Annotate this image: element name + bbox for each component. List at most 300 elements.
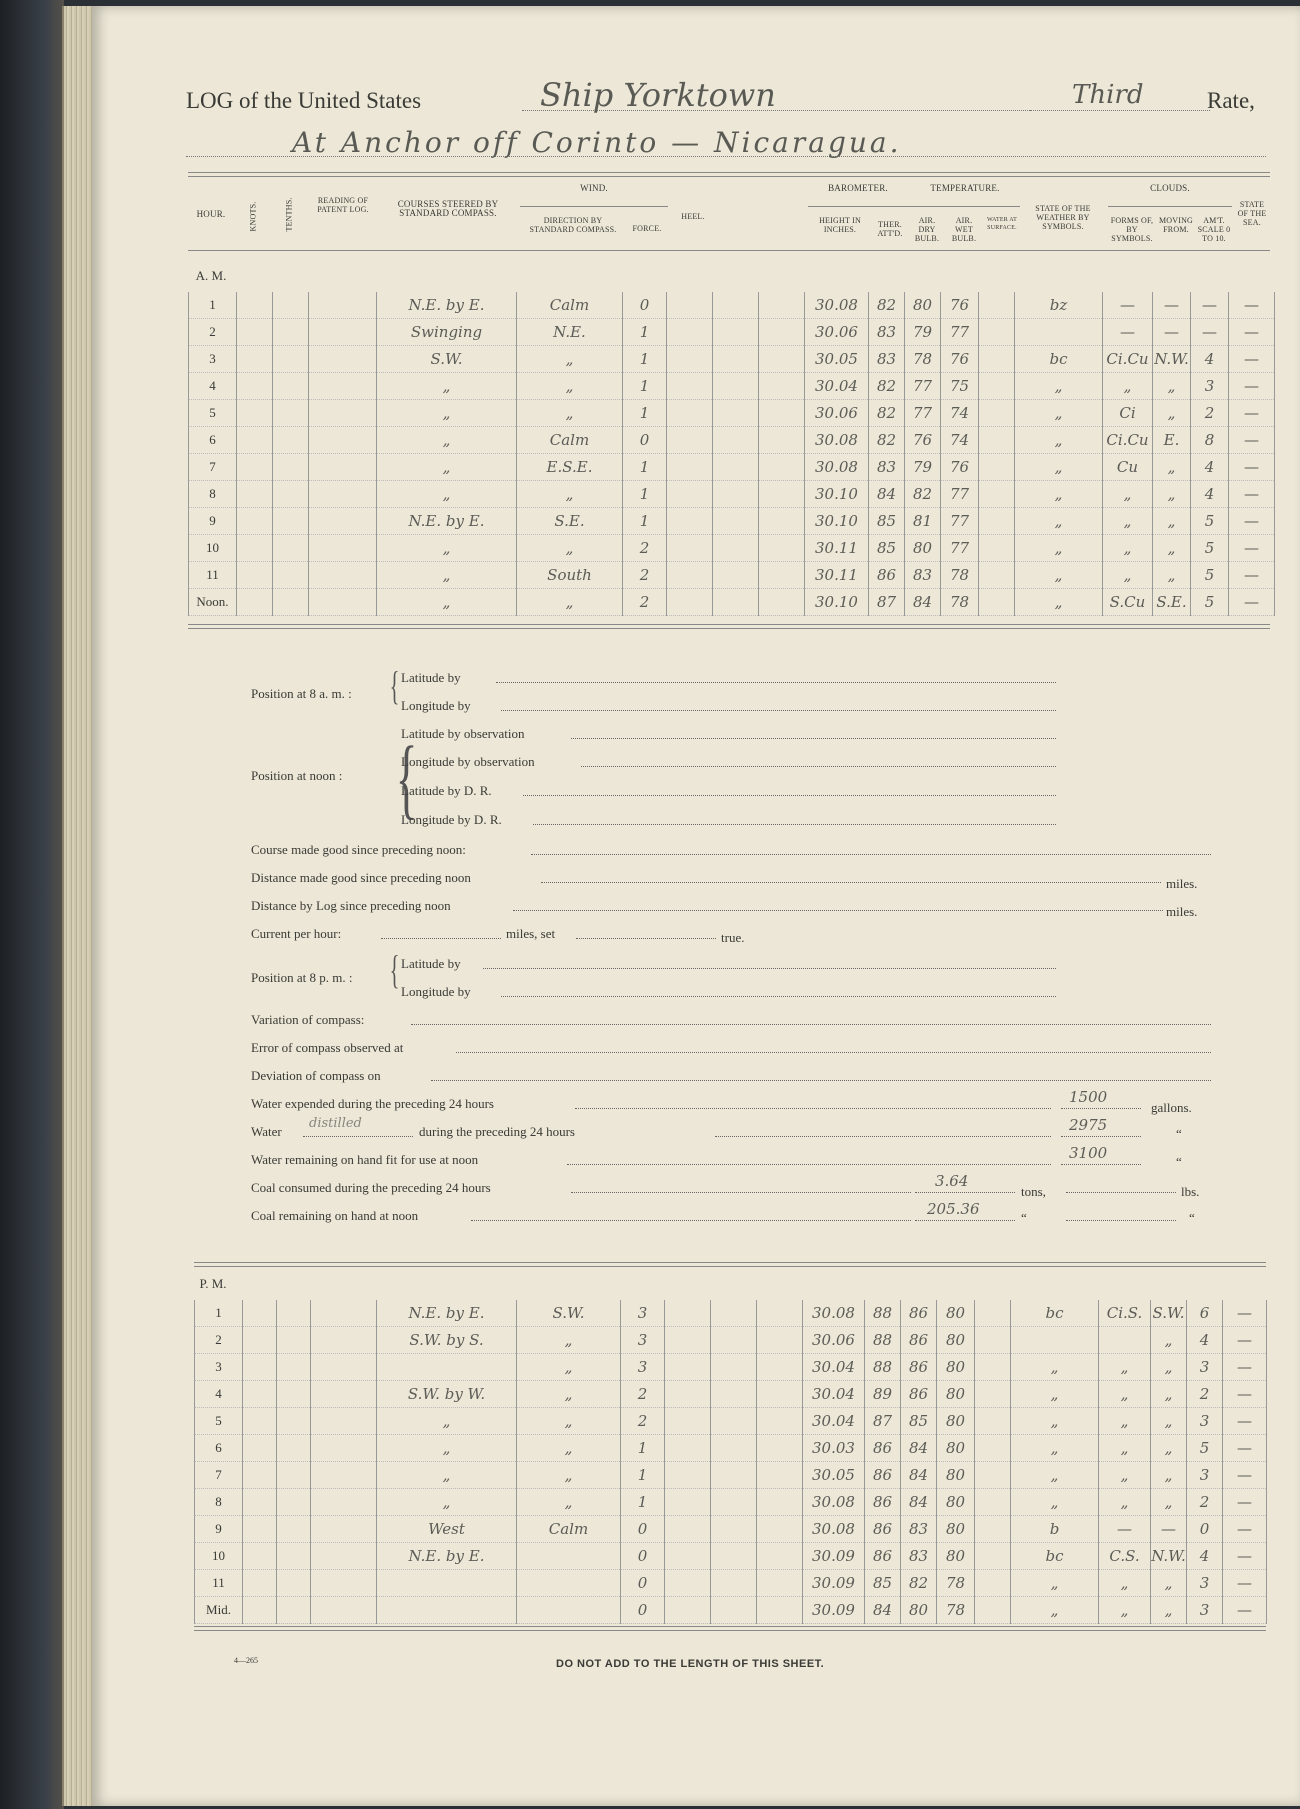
pm-blank-cell [243,1597,277,1624]
am-amt-cell: — [1191,319,1229,346]
pm-dir-cell [517,1570,621,1597]
tenths-header: TENTHS. [284,197,294,232]
am-log-table [188,292,1275,616]
am-row [189,535,1275,562]
am-course-cell: „ [377,562,517,589]
am-dir-cell: „ [517,481,623,508]
deviation-label: Deviation of compass on [251,1068,381,1083]
brace-8pm: { [389,947,400,992]
am-blank-cell [759,589,805,616]
pm-weather-cell: „ [1011,1570,1099,1597]
patent-log-header: READING OF PATENT LOG. [317,196,369,214]
pm-moving-cell: „ [1151,1408,1187,1435]
am-ther-cell: 85 [869,508,905,535]
pm-blank-cell [665,1327,711,1354]
pm-dry-cell: 83 [901,1543,937,1570]
water-rem-dots [567,1154,1051,1165]
am-wet-cell: 75 [941,373,979,400]
am-wet-cell: 76 [941,346,979,373]
am-blank-cell [309,535,377,562]
dist-log-dots [513,900,1163,911]
am-dry-cell: 77 [905,373,941,400]
pm-blank-cell [665,1516,711,1543]
pm-dir-cell: „ [517,1435,621,1462]
miles-set-label: miles, set [506,926,556,941]
pm-blank-cell [711,1543,757,1570]
am-blank-cell [237,319,273,346]
am-wet-cell: 77 [941,508,979,535]
pm-hour-cell: 6 [195,1435,243,1462]
lat-8am-dots [496,672,1056,683]
pm-blank-cell [665,1462,711,1489]
am-blank-cell [979,346,1015,373]
pm-blank-cell [277,1327,311,1354]
am-bar-cell: 30.10 [805,589,869,616]
am-force-cell: 2 [623,589,667,616]
pm-row [195,1516,1267,1543]
pm-ther-cell: 87 [865,1408,901,1435]
pm-hour-cell: 2 [195,1327,243,1354]
rate-hand: Third [1072,80,1144,110]
am-ther-cell: 85 [869,535,905,562]
pm-blank-cell [311,1462,377,1489]
am-dir-cell: „ [517,589,623,616]
baro-temp-subrule [808,206,1020,207]
am-bar-cell: 30.04 [805,373,869,400]
am-sea-cell: — [1229,589,1275,616]
pm-force-cell: 1 [621,1435,665,1462]
am-hour-cell: Noon. [189,589,237,616]
pm-wet-cell: 80 [937,1300,975,1327]
am-blank-cell [713,562,759,589]
pm-blank-cell [757,1597,803,1624]
pm-forms-cell: „ [1099,1435,1151,1462]
pm-log-table [194,1300,1267,1624]
am-forms-cell: Cu [1103,454,1153,481]
am-blank-cell [713,589,759,616]
am-bar-cell: 30.10 [805,481,869,508]
pm-course-cell: N.E. by E. [377,1300,517,1327]
pm-amt-cell: 2 [1187,1381,1223,1408]
am-ther-cell: 86 [869,562,905,589]
pm-blank-cell [665,1435,711,1462]
am-course-cell: Swinging [377,319,517,346]
pm-dir-cell: Calm [517,1516,621,1543]
am-blank-cell [667,454,713,481]
am-blank-cell [759,319,805,346]
am-moving-cell: — [1153,292,1191,319]
pm-sea-cell: — [1223,1489,1267,1516]
pm-blank-cell [277,1435,311,1462]
pm-ther-cell: 86 [865,1462,901,1489]
coal-rem-ditto-2: “ [1189,1210,1195,1225]
am-course-cell: N.E. by E. [377,508,517,535]
title-rate-line [1030,110,1210,111]
footer-notice: DO NOT ADD TO THE LENGTH OF THIS SHEET. [556,1658,825,1670]
pm-forms-cell [1099,1327,1151,1354]
coal-cons-label: Coal consumed during the preceding 24 hours [251,1180,491,1195]
pm-blank-cell [277,1570,311,1597]
am-moving-cell: „ [1153,481,1191,508]
dist-log-label: Distance by Log since preceding noon [251,898,451,913]
am-blank-cell [273,346,309,373]
am-blank-cell [667,589,713,616]
pm-blank-cell [277,1489,311,1516]
am-force-cell: 0 [623,427,667,454]
pm-blank-cell [311,1435,377,1462]
pm-bar-cell: 30.08 [803,1489,865,1516]
pm-forms-cell: „ [1099,1381,1151,1408]
am-force-cell: 1 [623,481,667,508]
pm-blank-cell [757,1543,803,1570]
am-moving-cell: „ [1153,535,1191,562]
hour-header: HOUR. [196,209,226,219]
water-rem-label: Water remaining on hand fit for use at noon [251,1152,479,1167]
pm-dry-cell: 85 [901,1408,937,1435]
variation-dots [411,1014,1211,1025]
am-ther-cell: 83 [869,454,905,481]
pm-weather-cell: bc [1011,1543,1099,1570]
pm-blank-cell [311,1327,377,1354]
pm-weather-cell: „ [1011,1435,1099,1462]
pm-wet-cell: 80 [937,1489,975,1516]
pm-moving-cell: „ [1151,1381,1187,1408]
air-wet-header: AIR. WET BULB. [951,216,977,243]
coal-cons-value: 3.64 [935,1172,969,1190]
pm-ther-cell: 89 [865,1381,901,1408]
pm-blank-cell [311,1489,377,1516]
am-sea-cell: — [1229,319,1275,346]
pm-dir-cell: „ [517,1462,621,1489]
am-blank-cell [273,373,309,400]
force-header: FORCE. [632,224,662,233]
pm-force-cell: 2 [621,1381,665,1408]
am-dir-cell: „ [517,346,623,373]
am-dir-cell: „ [517,373,623,400]
pm-dry-cell: 86 [901,1354,937,1381]
am-hour-cell: 2 [189,319,237,346]
lat-obs: Latitude by observation [401,726,525,741]
am-blank-cell [759,400,805,427]
clouds-header: CLOUDS. [1150,183,1190,193]
pm-blank-cell [311,1570,377,1597]
pm-dir-cell: S.W. [517,1300,621,1327]
pm-blank-cell [665,1381,711,1408]
pm-sea-cell: — [1223,1354,1267,1381]
pm-moving-cell: „ [1151,1354,1187,1381]
coal-rem-ditto: “ [1021,1210,1027,1225]
am-blank-cell [309,427,377,454]
am-blank-cell [759,481,805,508]
pm-dir-cell [517,1597,621,1624]
pm-forms-cell: „ [1099,1408,1151,1435]
pm-row [195,1435,1267,1462]
pm-hour-cell: Mid. [195,1597,243,1624]
brace-noon: { [395,729,418,828]
am-blank-cell [667,373,713,400]
am-hour-cell: 3 [189,346,237,373]
clouds-subrule [1108,206,1232,207]
am-sea-cell: — [1229,292,1275,319]
temperature-header: TEMPERATURE. [930,183,1000,193]
am-weather-cell: „ [1015,508,1103,535]
variation-label: Variation of compass: [251,1012,365,1027]
am-course-cell: N.E. by E. [377,292,517,319]
pm-moving-cell: „ [1151,1597,1187,1624]
am-blank-cell [273,427,309,454]
am-amt-cell: — [1191,292,1229,319]
deviation-dots [431,1070,1211,1081]
pm-dir-cell: „ [517,1381,621,1408]
true-label: true. [721,930,745,945]
am-ther-cell: 82 [869,427,905,454]
pm-amt-cell: 3 [1187,1570,1223,1597]
pm-wet-cell: 80 [937,1408,975,1435]
am-weather-cell: „ [1015,535,1103,562]
am-weather-cell [1015,319,1103,346]
am-forms-cell: „ [1103,373,1153,400]
pm-force-cell: 0 [621,1570,665,1597]
am-blank-cell [979,292,1015,319]
forms-header: FORMS OF, BY SYMBOLS. [1110,216,1154,243]
am-wet-cell: 78 [941,589,979,616]
pm-blank-cell [665,1543,711,1570]
pm-course-cell: N.E. by E. [377,1543,517,1570]
pm-forms-cell: „ [1099,1570,1151,1597]
am-blank-cell [979,454,1015,481]
am-blank-cell [237,589,273,616]
am-course-cell: „ [377,454,517,481]
am-blank-cell [273,481,309,508]
am-moving-cell: „ [1153,373,1191,400]
pm-ther-cell: 86 [865,1543,901,1570]
am-amt-cell: 5 [1191,535,1229,562]
pm-blank-cell [757,1570,803,1597]
water-ditto: “ [1176,1126,1182,1141]
pm-blank-cell [277,1381,311,1408]
brace-8am: { [389,663,400,708]
am-ther-cell: 84 [869,481,905,508]
pm-blank-cell [311,1381,377,1408]
pm-blank-cell [711,1408,757,1435]
pm-blank-cell [665,1489,711,1516]
pm-blank-cell [975,1435,1011,1462]
am-forms-cell: Ci.Cu [1103,427,1153,454]
am-weather-cell: „ [1015,481,1103,508]
pm-blank-cell [243,1327,277,1354]
pm-bar-cell: 30.03 [803,1435,865,1462]
am-force-cell: 1 [623,508,667,535]
pm-row [195,1489,1267,1516]
pm-sea-cell: — [1223,1327,1267,1354]
am-force-cell: 1 [623,373,667,400]
am-blank-cell [309,562,377,589]
error-dots [456,1042,1211,1053]
location-hand: At Anchor off Corinto — Nicaragua. [292,126,902,159]
am-moving-cell: „ [1153,508,1191,535]
pm-bar-cell: 30.09 [803,1570,865,1597]
pm-amt-cell: 0 [1187,1516,1223,1543]
course-good-dots [531,844,1211,855]
am-hour-cell: 6 [189,427,237,454]
pm-blank-cell [711,1381,757,1408]
am-blank-cell [713,346,759,373]
am-blank-cell [237,400,273,427]
am-weather-cell: „ [1015,400,1103,427]
am-amt-cell: 4 [1191,481,1229,508]
am-blank-cell [979,319,1015,346]
pm-hour-cell: 10 [195,1543,243,1570]
am-blank-cell [713,319,759,346]
am-course-cell: „ [377,481,517,508]
am-amt-cell: 3 [1191,373,1229,400]
pm-blank-cell [277,1597,311,1624]
am-hour-cell: 8 [189,481,237,508]
pm-row [195,1381,1267,1408]
lbs-label: lbs. [1181,1184,1200,1199]
am-dry-cell: 79 [905,319,941,346]
pm-weather-cell: „ [1011,1381,1099,1408]
am-weather-cell: „ [1015,373,1103,400]
am-blank-cell [667,319,713,346]
pm-wet-cell: 80 [937,1516,975,1543]
pm-course-cell: West [377,1516,517,1543]
am-blank-cell [237,454,273,481]
coal-rem-lbs-line [1066,1210,1176,1221]
pm-top-rule [194,1262,1266,1267]
am-hour-cell: 11 [189,562,237,589]
am-amt-cell: 2 [1191,400,1229,427]
water-exp-dots [575,1098,1051,1109]
water-label: Water [251,1124,282,1139]
pm-blank-cell [757,1435,803,1462]
am-blank-cell [237,508,273,535]
current-label: Current per hour: [251,926,342,941]
am-blank-cell [979,400,1015,427]
pm-blank-cell [757,1354,803,1381]
am-hour-cell: 4 [189,373,237,400]
water-during-label: during the preceding 24 hours [419,1124,575,1139]
binder-spine [0,0,64,1809]
pm-course-cell: S.W. by S. [377,1327,517,1354]
pm-force-cell: 0 [621,1543,665,1570]
pm-moving-cell: „ [1151,1489,1187,1516]
pm-ther-cell: 88 [865,1327,901,1354]
am-blank-cell [979,589,1015,616]
pm-moving-cell: „ [1151,1462,1187,1489]
pm-ther-cell: 88 [865,1354,901,1381]
am-blank-cell [713,373,759,400]
pm-hour-cell: 1 [195,1300,243,1327]
pm-force-cell: 0 [621,1597,665,1624]
am-blank-cell [309,346,377,373]
pm-forms-cell: Ci.S. [1099,1300,1151,1327]
am-blank-cell [273,454,309,481]
am-blank-cell [979,535,1015,562]
pm-blank-cell [665,1597,711,1624]
am-force-cell: 1 [623,319,667,346]
pm-dry-cell: 84 [901,1489,937,1516]
lat-by-8pm: Latitude by [401,956,461,971]
pm-blank-cell [243,1543,277,1570]
direction-header: DIRECTION BY STANDARD COMPASS. [529,216,617,234]
am-blank-cell [273,508,309,535]
pm-blank-cell [975,1516,1011,1543]
am-blank-cell [237,481,273,508]
pm-dir-cell: „ [517,1489,621,1516]
am-dry-cell: 80 [905,292,941,319]
pm-wet-cell: 80 [937,1354,975,1381]
am-wet-cell: 76 [941,292,979,319]
pm-amt-cell: 2 [1187,1489,1223,1516]
set-dots [576,928,716,939]
am-ther-cell: 82 [869,400,905,427]
pm-dry-cell: 83 [901,1516,937,1543]
dist-good-miles: miles. [1166,876,1198,891]
pm-blank-cell [757,1300,803,1327]
am-bar-cell: 30.06 [805,319,869,346]
pm-blank-cell [711,1489,757,1516]
pm-amt-cell: 6 [1187,1300,1223,1327]
pos-8pm-label: Position at 8 p. m. : [251,970,353,985]
pm-dir-cell: „ [517,1408,621,1435]
pm-blank-cell [277,1354,311,1381]
amount-header: AM'T. SCALE 0 TO 10. [1197,216,1231,243]
long-8pm-dots [501,986,1056,997]
pm-bar-cell: 30.04 [803,1408,865,1435]
am-ther-cell: 82 [869,292,905,319]
coal-rem-label: Coal remaining on hand at noon [251,1208,419,1223]
lat-dr-dots [523,785,1056,796]
pm-course-cell: „ [377,1408,517,1435]
am-blank-cell [237,427,273,454]
pm-blank-cell [975,1462,1011,1489]
pm-blank-cell [665,1354,711,1381]
pm-hour-cell: 11 [195,1570,243,1597]
pm-blank-cell [277,1516,311,1543]
am-course-cell: S.W. [377,346,517,373]
am-blank-cell [979,562,1015,589]
pm-bar-cell: 30.05 [803,1462,865,1489]
pm-course-cell: „ [377,1462,517,1489]
am-blank-cell [759,292,805,319]
am-sea-cell: — [1229,427,1275,454]
pm-blank-cell [757,1516,803,1543]
am-sea-cell: — [1229,508,1275,535]
am-moving-cell: „ [1153,454,1191,481]
pm-bar-cell: 30.04 [803,1354,865,1381]
header-bottom-rule [188,250,1270,251]
am-ther-cell: 87 [869,589,905,616]
pm-blank-cell [243,1489,277,1516]
am-blank-cell [309,292,377,319]
pm-blank-cell [243,1408,277,1435]
pm-bar-cell: 30.04 [803,1381,865,1408]
am-amt-cell: 5 [1191,508,1229,535]
am-blank-cell [237,373,273,400]
pm-ther-cell: 86 [865,1516,901,1543]
pm-row [195,1327,1267,1354]
am-blank-cell [273,589,309,616]
title-prefix: LOG of the United States [186,88,422,113]
pm-blank-cell [711,1597,757,1624]
pm-blank-cell [711,1516,757,1543]
knots-header: KNOTS. [248,201,258,232]
pm-moving-cell: „ [1151,1570,1187,1597]
pm-hour-cell: 5 [195,1408,243,1435]
am-sea-cell: — [1229,346,1275,373]
pm-force-cell: 0 [621,1516,665,1543]
